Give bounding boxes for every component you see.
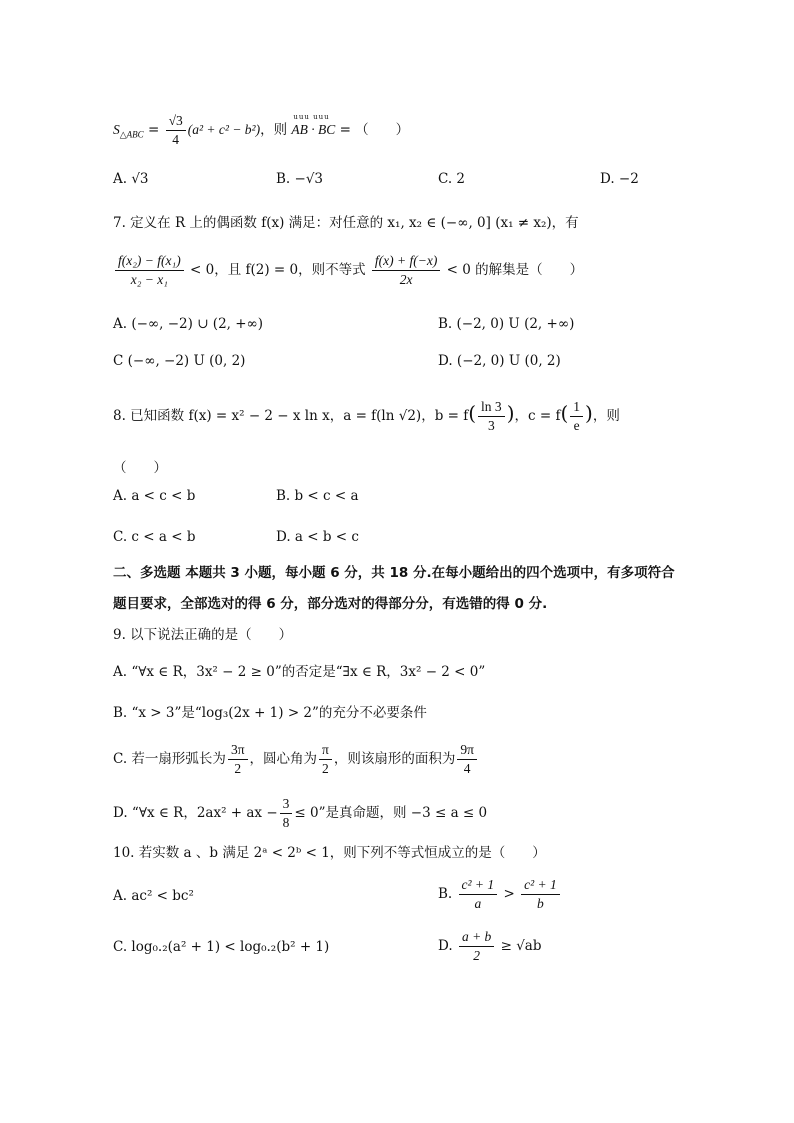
q9-c-mid2: ，则该扇形的面积为 [333, 751, 456, 767]
q6-formula-line [113, 112, 409, 149]
q10-b-fraction-2: $\frac{\text{c² + 1}}{b}$ [521, 876, 560, 913]
q6-vector-text: AB · BC [291, 122, 336, 137]
q8-option-a[interactable]: A. a < c < b [113, 488, 196, 504]
q7-option-b[interactable]: B. (−2, 0) U (2, +∞) [438, 316, 575, 332]
q7-option-a[interactable]: A. (−∞, −2) ∪ (2, +∞) [113, 316, 264, 332]
q9-stem: 9. 以下说法正确的是（ ） [113, 627, 293, 643]
q7-stem-line1: 7. 定义在 R 上的偶函数 f(x) 满足：对任意的 x₁, x₂ ∈ (−∞, 0] (x₁ ≠ x₂)，有 [113, 215, 579, 231]
q9-c-mid: ，圆心角为 [249, 751, 318, 767]
q9-option-d[interactable] [113, 795, 487, 832]
q10-option-b[interactable] [438, 876, 562, 913]
q7-fraction-2: $\frac{f(x) + f(-x)}{2x}$ [372, 252, 440, 289]
q8-b-fraction: $\frac{\ln 3}{3}$ [478, 398, 505, 435]
q6-area-symbol: $S_{\triangle ABC}$ [113, 122, 144, 140]
q9-d-fraction: $\frac{3}{8}$ [280, 795, 293, 832]
q9-d-post: ≤ 0”是真命题，则 −3 ≤ a ≤ 0 [294, 805, 488, 821]
q7-option-d[interactable]: D. (−2, 0) U (0, 2) [438, 353, 561, 369]
q6-fraction: $\frac{√3}{4}$ [166, 112, 186, 149]
q10-stem: 10. 若实数 a 、b 满足 2ᵃ < 2ᵇ < 1，则下列不等式恒成立的是（ ） [113, 845, 546, 861]
q6-vector-expr [291, 113, 336, 138]
q7-fraction-1: $\frac{\text{f(x₂) − f(x₁)}}{\text{x₂ − x₁}}$ [115, 252, 184, 289]
q9-option-b[interactable]: B. “x > 3”是“log₃(2x + 1) > 2”的充分不必要条件 [113, 705, 427, 721]
q10-b-gt: > [499, 886, 520, 902]
q10-d-fraction: $\frac{a + b}{2}$ [459, 928, 494, 965]
q10-option-c[interactable]: C. log₀.₂(a² + 1) < log₀.₂(b² + 1) [113, 939, 330, 955]
q8-stem-end: ，则 [592, 408, 620, 424]
q8-option-c[interactable]: C. c < a < b [113, 529, 196, 545]
q8-option-b[interactable]: B. b < c < a [276, 488, 359, 504]
q9-option-c[interactable] [113, 741, 479, 778]
q7-stem-line2 [113, 252, 583, 289]
q6-option-c[interactable]: C. 2 [438, 171, 466, 187]
q10-d-post: ≥ √ab [496, 938, 542, 954]
q8-stem-c: ，c = f [514, 408, 561, 424]
q10-option-d[interactable] [438, 928, 542, 965]
q9-option-a[interactable]: A. “∀x ∈ R，3x² − 2 ≥ 0”的否定是“∃x ∈ R，3x² − 2 < 0” [113, 664, 486, 680]
q6-vector-marks: uuu uuu [293, 113, 330, 121]
q9-d-pre: D. “∀x ∈ R，2ax² + ax − [113, 805, 278, 821]
q7-option-c[interactable]: C (−∞, −2) U (0, 2) [113, 353, 246, 369]
q6-eq: = [143, 122, 164, 138]
q10-option-a[interactable]: A. ac² < bc² [113, 888, 194, 904]
q8-answer-bracket: （ ） [113, 460, 167, 476]
section-2-header-line1: 二、多选题 本题共 3 小题，每小题 6 分，共 18 分.在每小题给出的四个选项中，有多项符合 [113, 565, 675, 581]
q8-option-d[interactable]: D. a < b < c [276, 529, 359, 545]
q7-end-text: < 0 的解集是（ ） [442, 262, 584, 278]
q6-option-d[interactable]: D. −2 [600, 171, 639, 187]
q6-body: (a² + c² − b²) [187, 122, 261, 137]
q8-stem: 8. 已知函数 f(x) = x² − 2 − x ln x，a = f(ln √2)，b = f( $\frac{\ln 3}{3}$ )，c = f( $\frac{1}{e}$ )，则 [113, 399, 620, 433]
q9-c-fraction-2: $\frac{\pi}{2}$ [319, 741, 332, 778]
q8-c-fraction: $\frac{1}{e}$ [570, 398, 583, 435]
q9-c-pre: C. 若一扇形弧长为 [113, 751, 226, 767]
q6-connector: ，则 [260, 122, 288, 138]
q6-answer-bracket: = （ ） [335, 122, 410, 138]
q10-b-fraction-1: $\frac{\text{c² + 1}}{a}$ [459, 876, 498, 913]
q10-b-pre: B. [438, 886, 453, 902]
q6-option-b[interactable]: B. −√3 [276, 171, 324, 187]
q7-mid-text: < 0，且 f(2) = 0，则不等式 [185, 262, 370, 278]
q9-c-fraction-1: $\frac{3\pi}{2}$ [228, 741, 248, 778]
q9-c-fraction-3: $\frac{9\pi}{4}$ [457, 741, 477, 778]
q6-option-a[interactable]: A. √3 [113, 171, 149, 187]
q10-d-pre: D. [438, 938, 453, 954]
q8-stem-a: 8. 已知函数 f(x) = x² − 2 − x ln x，a = f(ln √2)，b = f [113, 408, 469, 424]
section-2-header-line2: 题目要求，全部选对的得 6 分，部分选对的得部分分，有选错的得 0 分. [113, 596, 548, 612]
